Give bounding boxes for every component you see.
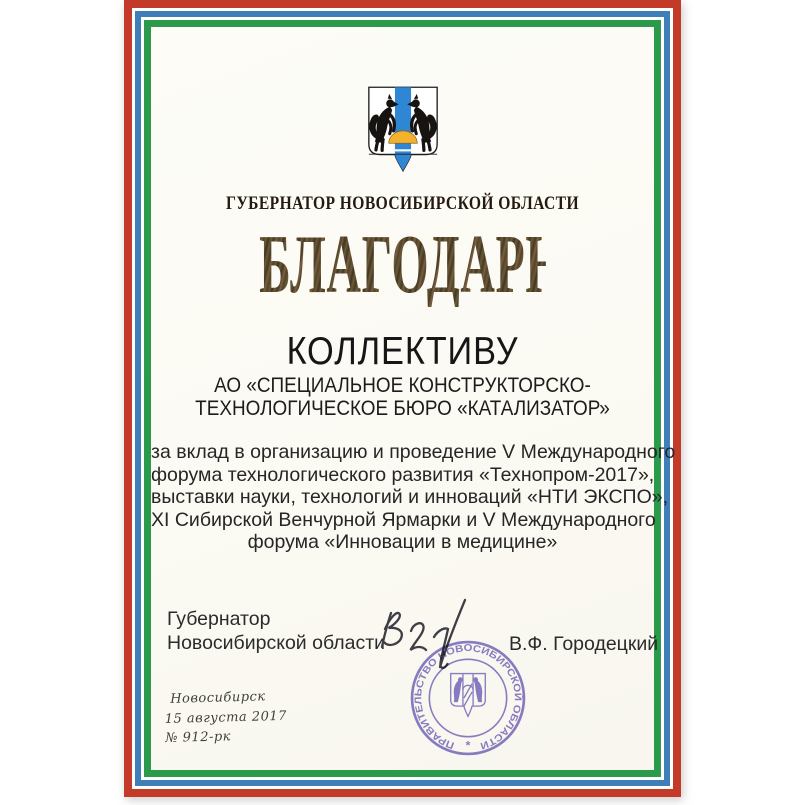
- org-name-line: АО «СПЕЦИАЛЬНОЕ КОНСТРУКТОРСКО-: [214, 373, 591, 397]
- stamp-arms-icon: [451, 674, 486, 717]
- issue-details: [164, 687, 288, 749]
- org-name-line: ТЕХНОЛОГИЧЕСКОЕ БЮРО «КАТАЛИЗАТОР»: [195, 395, 610, 420]
- signatory-name: В.Ф. Городецкий: [509, 633, 659, 655]
- official-seal-icon: [409, 639, 527, 757]
- arms-blue-stripe: [394, 87, 410, 170]
- body-line: форума технологического развития «Технопром-2017»,: [151, 463, 655, 486]
- certificate-scan: [124, 0, 702, 797]
- border-blue-band: [135, 11, 702, 786]
- issue-date: 15 августа 2017: [164, 708, 288, 727]
- recipient-label: КОЛЛЕКТИВУ: [286, 330, 519, 373]
- body-line: выставки науки, технологий и инноваций «НТИ ЭКСПО»,: [151, 486, 669, 509]
- certificate-paper: [151, 27, 702, 770]
- body-line: за вклад в организацию и проведение V Международного: [151, 441, 676, 463]
- stamp-star: *: [465, 738, 471, 753]
- signatory-position-line: Губернатор: [167, 608, 271, 630]
- issue-number: № 912-рк: [165, 729, 232, 746]
- award-body-text: [151, 441, 676, 554]
- arms-bridge-line: [394, 149, 410, 151]
- recipient-organization: [181, 374, 624, 419]
- coat-of-arms-novosibirsk-icon: [366, 82, 440, 176]
- signatory-position-line: Новосибирской области: [167, 631, 386, 654]
- stamp-ring-text: ПРАВИТЕЛЬСТВО НОВОСИБИРСКОЙ ОБЛАСТИ: [413, 643, 523, 751]
- body-line: XI Сибирской Венчурной Ярмарки и V Международного: [151, 508, 656, 531]
- body-line: форума «Инновации в медицине»: [247, 531, 558, 554]
- signatory-position: [167, 608, 385, 655]
- certificate-title: БЛАГОДАРНОСТЬ: [259, 218, 702, 311]
- issue-place: Новосибирск: [170, 689, 266, 707]
- issuer-header: ГУБЕРНАТОР НОВОСИБИРСКОЙ ОБЛАСТИ: [225, 193, 579, 214]
- border-green-band: [144, 20, 702, 777]
